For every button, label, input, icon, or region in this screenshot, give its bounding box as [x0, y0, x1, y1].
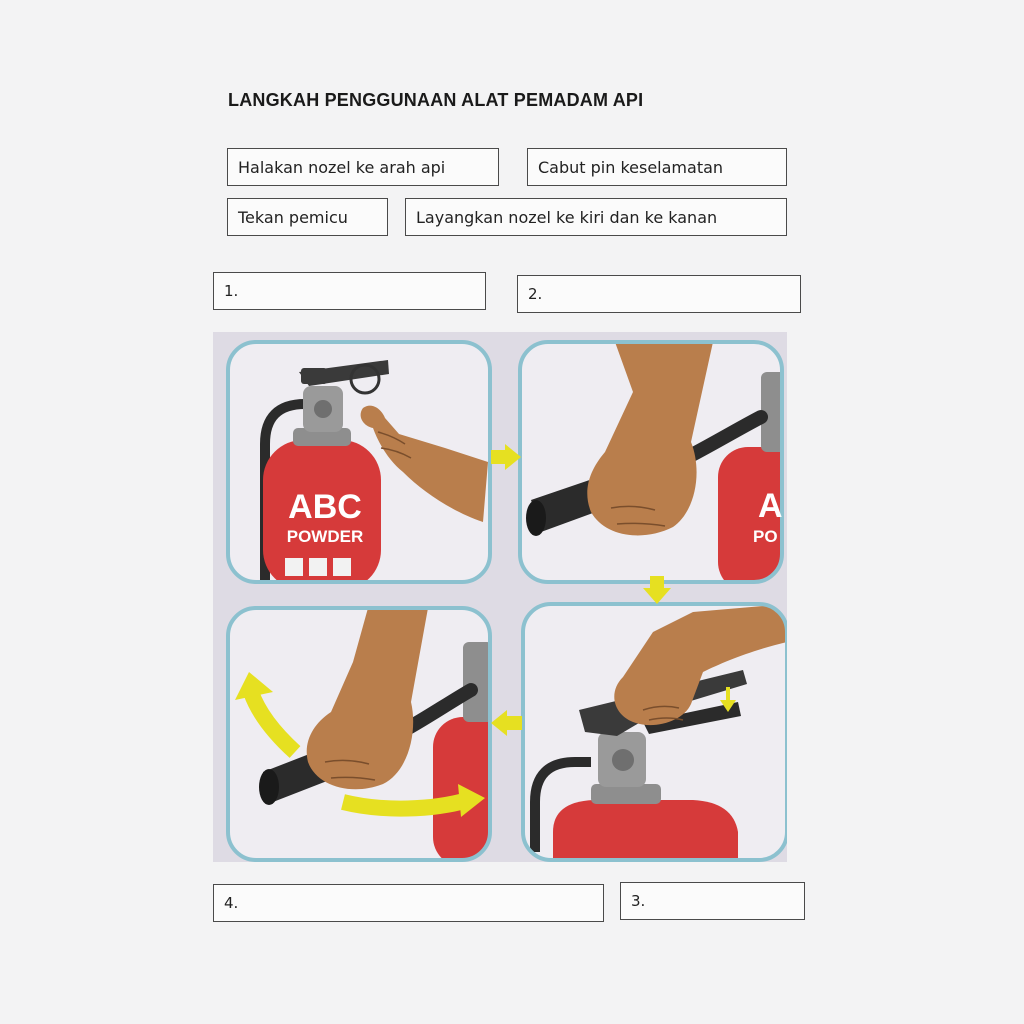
panel-aim-nozzle — [520, 342, 787, 592]
panel-sweep-nozzle — [228, 608, 513, 862]
extinguisher-label-powder: POWDER — [286, 527, 364, 546]
extinguisher-label-partial-2: PO — [753, 527, 778, 546]
extinguisher-steps-illustration — [213, 332, 787, 862]
panel-squeeze-trigger — [523, 604, 787, 862]
option-card-squeeze-trigger[interactable]: Tekan pemicu — [227, 198, 388, 236]
option-card-sweep-nozzle[interactable]: Layangkan nozel ke kiri dan ke kanan — [405, 198, 787, 236]
answer-box-4[interactable]: 4. — [213, 884, 604, 922]
answer-box-3[interactable]: 3. — [620, 882, 805, 920]
answer-box-1[interactable]: 1. — [213, 272, 486, 310]
page-title: LANGKAH PENGGUNAAN ALAT PEMADAM API — [228, 90, 644, 110]
answer-box-2[interactable]: 2. — [517, 275, 801, 313]
extinguisher-label-abc: ABC — [288, 488, 362, 526]
pictogram-icons — [285, 558, 351, 576]
option-card-pull-pin[interactable]: Cabut pin keselamatan — [527, 148, 787, 186]
panel-pull-pin — [228, 342, 490, 590]
extinguisher-label-partial: A — [758, 487, 783, 525]
option-card-aim-nozzle[interactable]: Halakan nozel ke arah api — [227, 148, 499, 186]
